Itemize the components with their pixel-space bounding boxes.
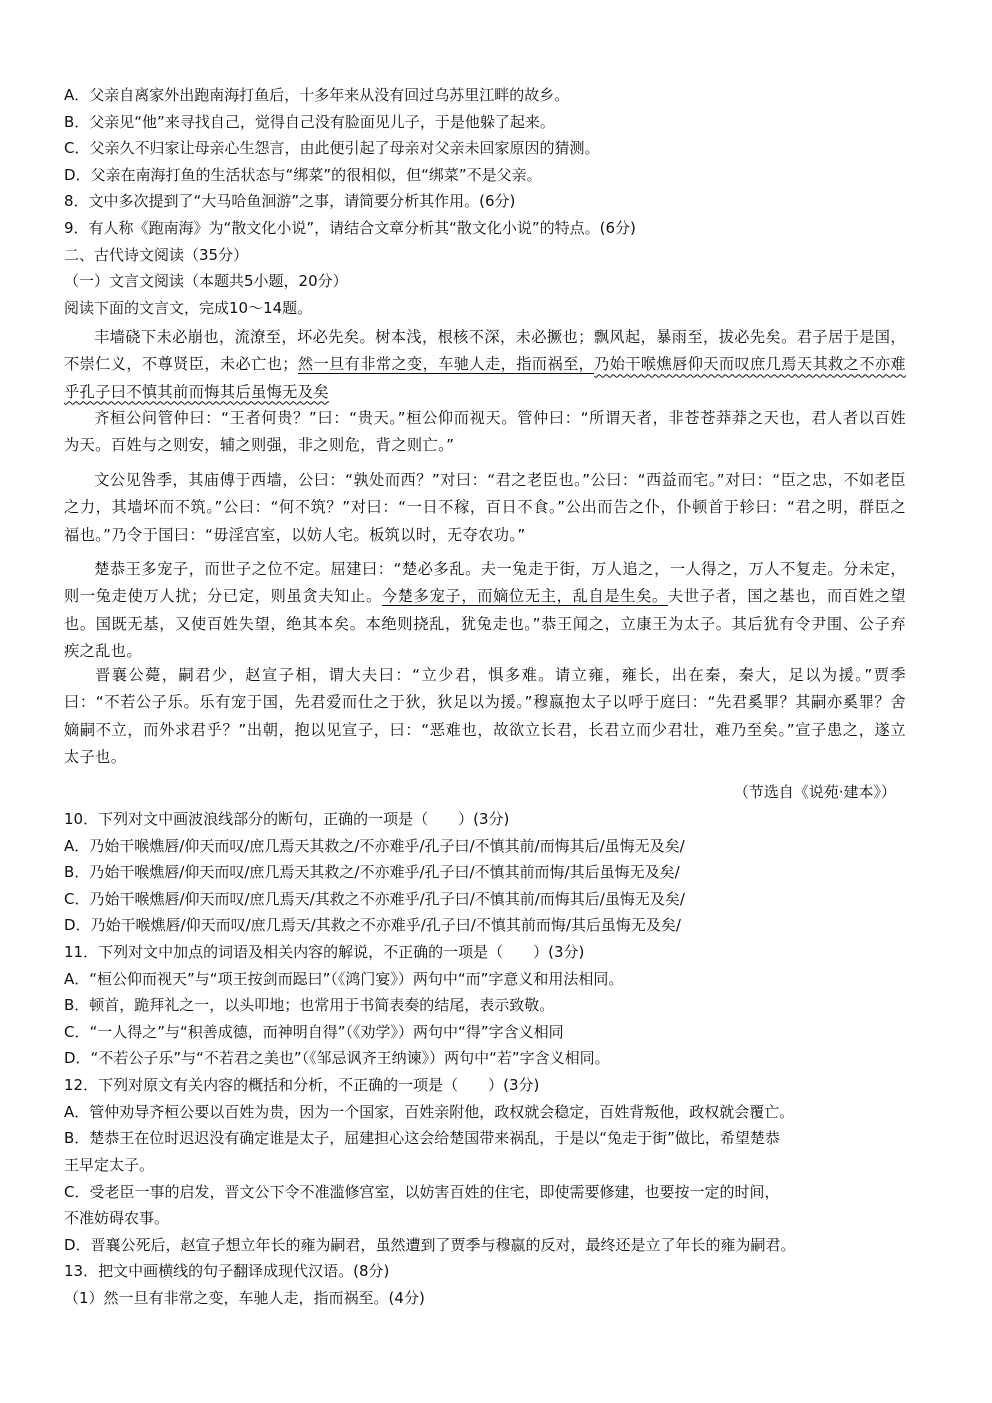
passage-text: 文公见咎季，其庙傅于西墙，公曰：“孰处而西？”对曰：“君之老臣也。”公曰：“西益而宅。”对曰：“臣之忠，不如老臣之力，其墙坏而不筑。”公曰：“何不筑？”对曰：“一日不稼，百日不食。”公出而告之仆，仆顿首于轸曰：“君之明，群臣之福也。”乃令于国曰：“毋淫宫室，以妨人宅。板筑以时，无夺农功。” bbox=[64, 471, 906, 544]
reading-instruction: 阅读下面的文言文，完成10～14题。 bbox=[64, 299, 313, 317]
option-11c: C．“一人得之”与“积善成德，而神明自得”（《劝学》）两句中“得”字含义相同 bbox=[64, 1023, 564, 1041]
option-12c: C．受老臣一事的启发，晋文公下令不准滥修宫室，以妨害百姓的住宅，即使需要修建，也要按一定的时间， bbox=[64, 1183, 780, 1201]
passage-paragraph-1 bbox=[64, 324, 906, 406]
underlined-sentence-2: 今楚多宠子，而嫡位无主，乱自是生矣。 bbox=[381, 587, 668, 606]
option-11a: A．“桓公仰而视天”与“项王按剑而跽曰”（《鸿门宴》）两句中“而”字意义和用法相同。 bbox=[64, 970, 624, 988]
passage-text: 夫世子者，国之基也，而百姓之望也。国既无基，又使百姓失望，绝其本矣。本绝则挠乱，犹兔走也。”恭王闻之，立康王为太子。其后犹有令尹围、公子弃疾之乱也。 bbox=[64, 587, 907, 660]
option-10b: B．乃始干喉燋唇/仰天而叹/庶几焉天其救之/不亦难乎/孔子曰/不慎其前而悔/其后虽悔无及矣/ bbox=[64, 863, 680, 881]
passage-source: （节选自《说苑·建本》） bbox=[733, 783, 896, 801]
passage-paragraph-5 bbox=[64, 662, 906, 771]
question-13: 13．把文中画横线的句子翻译成现代汉语。(8分) bbox=[64, 1262, 390, 1280]
option-12b-cont: 王早定太子。 bbox=[64, 1156, 155, 1174]
option-12d: D．晋襄公死后，赵宣子想立年长的雍为嗣君，虽然遭到了贾季与穆嬴的反对，最终还是立了年长的雍为嗣君。 bbox=[64, 1236, 796, 1254]
option-12b: B．楚恭王在位时迟迟没有确定谁是太子，屈建担心这会给楚国带来祸乱，于是以“兔走于街”做比，希望楚恭 bbox=[64, 1129, 780, 1147]
question-12: 12．下列对原文有关内容的概括和分析，不正确的一项是（ ）(3分) bbox=[64, 1076, 540, 1094]
option-11d: D．“不若公子乐”与“不若君之美也”（《邹忌讽齐王纳谏》）两句中“若”字含义相同。 bbox=[64, 1049, 610, 1067]
passage-paragraph-2 bbox=[64, 405, 906, 460]
question-11: 11．下列对文中加点的词语及相关内容的解说，不正确的一项是（ ）(3分) bbox=[64, 943, 585, 961]
option-12a: A．管仲劝导齐桓公要以百姓为贵，因为一个国家，百姓亲附他，政权就会稳定，百姓背叛他，政权就会覆亡。 bbox=[64, 1103, 795, 1121]
passage-text: 齐桓公问管仲曰：“王者何贵？”曰：“贵天。”桓公仰而视天。管仲曰：“所谓天者，非苍苍莽莽之天也，君人者以百姓为天。百姓与之则安，辅之则强，非之则危，背之则亡。” bbox=[64, 409, 906, 455]
option-7d: D．父亲在南海打鱼的生活状态与“绑菜”的很相似，但“绑菜”不是父亲。 bbox=[64, 166, 542, 184]
option-7b: B．父亲见“他”来寻找自己，觉得自己没有脸面见儿子，于是他躲了起来。 bbox=[64, 113, 555, 131]
subsection-heading: （一）文言文阅读（本题共5小题，20分） bbox=[64, 272, 348, 290]
section-heading: 二、古代诗文阅读（35分） bbox=[64, 246, 249, 264]
option-7c: C．父亲久不归家让母亲心生怨言，由此便引起了母亲对父亲未回家原因的猜测。 bbox=[64, 139, 600, 157]
question-8: 8．文中多次提到了“大马哈鱼洄游”之事，请简要分析其作用。(6分) bbox=[64, 192, 516, 210]
passage-paragraph-3 bbox=[64, 467, 906, 549]
option-10c: C．乃始干喉燋唇/仰天而叹/庶几焉天/其救之不亦难乎/孔子曰/不慎其前/而悔其后/虽悔无及矣/ bbox=[64, 890, 685, 908]
question-10: 10．下列对文中画波浪线部分的断句，正确的一项是（ ）(3分) bbox=[64, 810, 510, 828]
passage-text: 楚恭王多宠子，而世子之位不定。屈建曰：“楚必多乱。夫一兔走于街，万人追之，一人得之，万人不复走。分未定，则一兔走使万人扰；分已定，则虽贪夫知止。 bbox=[64, 560, 906, 606]
option-12c-cont: 不准妨碍农事。 bbox=[64, 1209, 170, 1227]
option-11b: B．顿首，跪拜礼之一，以头叩地；也常用于书简表奏的结尾，表示致敬。 bbox=[64, 996, 555, 1014]
option-10a: A．乃始干喉燋唇/仰天而叹/庶几焉天其救之/不亦难乎/孔子曰/不慎其前/而悔其后/虽悔无及矣/ bbox=[64, 837, 685, 855]
passage-paragraph-4 bbox=[64, 556, 906, 665]
passage-text: 丰墙硗下未必崩也，流潦至，坏必先矣。树本浅，根核不深，未必撅也；飘风起，暴雨至，拔必先矣。君子居于是国，不崇仁义，不尊贤臣，未必亡也； bbox=[64, 328, 906, 374]
option-7a: A．父亲自离家外出跑南海打鱼后，十多年来从没有回过乌苏里江畔的故乡。 bbox=[64, 86, 570, 104]
passage-text: 晋襄公薨，嗣君少，赵宣子相，谓大夫曰：“立少君，惧多难。请立雍，雍长，出在秦，秦大，足以为援。”贾季曰：“不若公子乐。乐有宠于国，先君爱而仕之于狄，狄足以为援。”穆嬴抱太子以呼于庭曰：“先君奚罪？其嗣亦奚罪？舍嫡嗣不立，而外求君乎？”出朝，抱以见宣子，曰：“恶难也，故欲立长君，长君立而少君壮，难乃至矣。”宣子患之，遂立太子也。 bbox=[64, 666, 906, 766]
question-13-1: （1）然一旦有非常之变，车驰人走，指而祸至。(4分) bbox=[64, 1289, 425, 1307]
underlined-sentence-1: 然一旦有非常之变，车驰人走，指而祸至， bbox=[297, 355, 595, 374]
wavy-underlined-text: 乃始干喉燋唇仰天而叹庶几焉天其救之不亦难乎孔子曰不慎其前而悔其后虽悔无及矣 bbox=[64, 355, 907, 401]
question-9: 9．有人称《跑南海》为“散文化小说”，请结合文章分析其“散文化小说”的特点。(6分) bbox=[64, 219, 636, 237]
option-10d: D．乃始干喉燋唇/仰天而叹/庶几焉天/其救之不亦难乎/孔子曰/不慎其前而悔/其后虽悔无及矣/ bbox=[64, 916, 681, 934]
